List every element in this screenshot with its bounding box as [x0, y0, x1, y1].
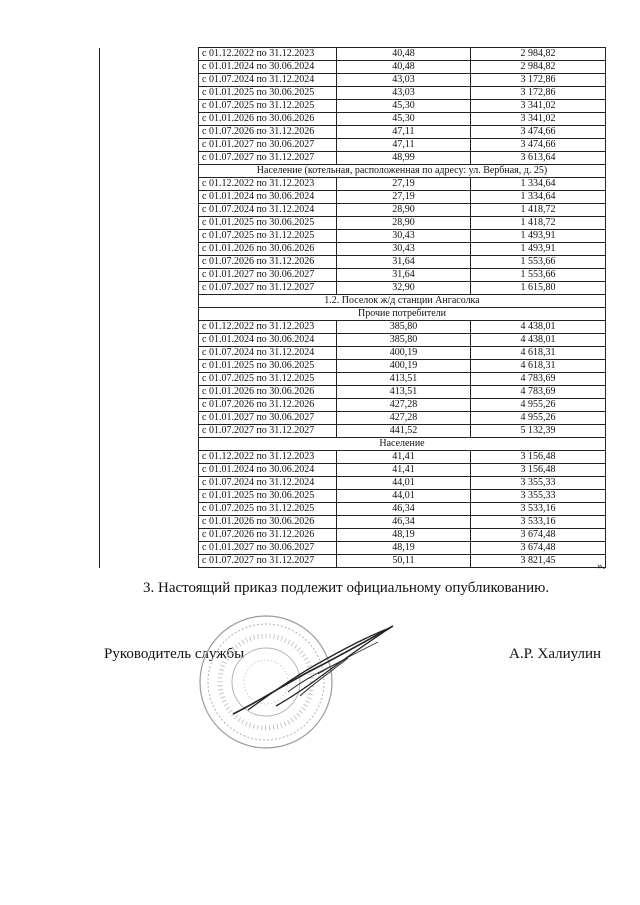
merged-first-column-cell — [100, 529, 199, 542]
period-cell: с 01.01.2024 по 30.06.2024 — [199, 334, 337, 347]
tariff-value-cell: 31,64 — [337, 269, 471, 282]
tariff-value-cell: 28,90 — [337, 204, 471, 217]
tariff-value-cell: 413,51 — [337, 373, 471, 386]
period-cell: с 01.07.2027 по 31.12.2027 — [199, 282, 337, 295]
tariff-value-cell: 27,19 — [337, 191, 471, 204]
period-cell: с 01.01.2027 по 30.06.2027 — [199, 269, 337, 282]
order-publication-clause: 3. Настоящий приказ подлежит официальному опубликованию. — [143, 580, 550, 596]
merged-first-column-cell — [100, 360, 199, 373]
period-cell: с 01.07.2027 по 31.12.2027 — [199, 555, 337, 568]
period-cell: с 01.07.2027 по 31.12.2027 — [199, 152, 337, 165]
table-row — [100, 321, 606, 334]
tariff-value-cell: 30,43 — [337, 243, 471, 256]
tariff-value-vat-cell: 3 355,33 — [471, 477, 606, 490]
tariff-value-cell: 32,90 — [337, 282, 471, 295]
tariff-value-vat-cell: 2 984,82 — [471, 61, 606, 74]
tariff-value-vat-cell: 2 984,82 — [471, 48, 606, 61]
merged-first-column-cell — [100, 412, 199, 425]
table-row — [100, 74, 606, 87]
tariff-value-vat-cell: 4 783,69 — [471, 373, 606, 386]
section-header-cell: Население (котельная, расположенная по адресу: ул. Вербная, д. 25) — [199, 165, 606, 178]
merged-first-column-cell — [100, 477, 199, 490]
tariff-value-vat-cell: 1 493,91 — [471, 243, 606, 256]
tariff-value-cell: 44,01 — [337, 477, 471, 490]
tariff-value-cell: 40,48 — [337, 48, 471, 61]
merged-first-column-cell — [100, 490, 199, 503]
table-row — [100, 178, 606, 191]
period-cell: с 01.07.2025 по 31.12.2025 — [199, 230, 337, 243]
table-row — [100, 126, 606, 139]
tariff-value-vat-cell: 3 474,66 — [471, 126, 606, 139]
tariff-value-cell: 41,41 — [337, 464, 471, 477]
tariff-value-vat-cell: 1 334,64 — [471, 178, 606, 191]
period-cell: с 01.07.2025 по 31.12.2025 — [199, 373, 337, 386]
tariff-value-vat-cell: 3 355,33 — [471, 490, 606, 503]
period-cell: с 01.12.2022 по 31.12.2023 — [199, 48, 337, 61]
period-cell: с 01.01.2026 по 30.06.2026 — [199, 516, 337, 529]
tariff-value-vat-cell: 3 533,16 — [471, 503, 606, 516]
period-cell: с 01.01.2027 по 30.06.2027 — [199, 542, 337, 555]
period-cell: с 01.01.2026 по 30.06.2026 — [199, 113, 337, 126]
table-row — [100, 152, 606, 165]
table-row — [100, 100, 606, 113]
merged-first-column-cell — [100, 282, 199, 295]
merged-first-column-cell — [100, 451, 199, 464]
tariff-value-vat-cell: 1 553,66 — [471, 256, 606, 269]
period-cell: с 01.01.2024 по 30.06.2024 — [199, 191, 337, 204]
merged-first-column-cell — [100, 113, 199, 126]
period-cell: с 01.07.2026 по 31.12.2026 — [199, 399, 337, 412]
tariff-value-vat-cell: 3 821,45 — [471, 555, 606, 568]
merged-first-column-cell — [100, 178, 199, 191]
tariff-value-cell: 48,19 — [337, 529, 471, 542]
tariff-value-vat-cell: 1 615,80 — [471, 282, 606, 295]
table-row — [100, 87, 606, 100]
tariff-value-cell: 427,28 — [337, 412, 471, 425]
table-row — [100, 477, 606, 490]
merged-first-column-cell — [100, 152, 199, 165]
closing-quote-mark: ». — [597, 560, 606, 572]
tariff-value-vat-cell: 5 132,39 — [471, 425, 606, 438]
tariff-value-cell: 31,64 — [337, 256, 471, 269]
merged-first-column-cell — [100, 503, 199, 516]
tariff-value-vat-cell: 3 613,64 — [471, 152, 606, 165]
table-row — [100, 282, 606, 295]
tariff-value-vat-cell: 3 172,86 — [471, 74, 606, 87]
table-row — [100, 386, 606, 399]
merged-first-column-cell — [100, 555, 199, 568]
table-row — [100, 139, 606, 152]
period-cell: с 01.01.2025 по 30.06.2025 — [199, 360, 337, 373]
handwritten-signature — [228, 622, 398, 722]
tariff-value-vat-cell: 3 533,16 — [471, 516, 606, 529]
merged-first-column-cell — [100, 61, 199, 74]
tariff-value-cell: 385,80 — [337, 334, 471, 347]
tariff-value-cell: 400,19 — [337, 347, 471, 360]
period-cell: с 01.07.2025 по 31.12.2025 — [199, 503, 337, 516]
merged-first-column-cell — [100, 399, 199, 412]
tariff-value-vat-cell: 4 438,01 — [471, 334, 606, 347]
tariff-table — [99, 47, 606, 568]
period-cell: с 01.01.2025 по 30.06.2025 — [199, 217, 337, 230]
tariff-value-cell: 43,03 — [337, 74, 471, 87]
period-cell: с 01.12.2022 по 31.12.2023 — [199, 178, 337, 191]
table-row — [100, 451, 606, 464]
period-cell: с 01.01.2024 по 30.06.2024 — [199, 61, 337, 74]
tariff-value-cell: 47,11 — [337, 126, 471, 139]
merged-first-column-cell — [100, 347, 199, 360]
tariff-value-cell: 46,34 — [337, 516, 471, 529]
merged-first-column-cell — [100, 516, 199, 529]
signer-title: Руководитель службы — [104, 646, 245, 662]
tariff-value-cell: 44,01 — [337, 490, 471, 503]
period-cell: с 01.07.2024 по 31.12.2024 — [199, 477, 337, 490]
tariff-value-vat-cell: 4 783,69 — [471, 386, 606, 399]
period-cell: с 01.07.2024 по 31.12.2024 — [199, 347, 337, 360]
merged-first-column-cell — [100, 139, 199, 152]
tariff-value-vat-cell: 3 674,48 — [471, 542, 606, 555]
table-row — [100, 269, 606, 282]
tariff-value-vat-cell: 3 474,66 — [471, 139, 606, 152]
table-section-header-row — [100, 308, 606, 321]
merged-first-column-cell — [100, 256, 199, 269]
merged-first-column-cell — [100, 438, 199, 451]
period-cell: с 01.12.2022 по 31.12.2023 — [199, 451, 337, 464]
tariff-value-cell: 27,19 — [337, 178, 471, 191]
tariff-value-vat-cell: 1 418,72 — [471, 204, 606, 217]
merged-first-column-cell — [100, 230, 199, 243]
merged-first-column-cell — [100, 542, 199, 555]
table-row — [100, 230, 606, 243]
table-row — [100, 48, 606, 61]
merged-first-column-cell — [100, 191, 199, 204]
period-cell: с 01.07.2026 по 31.12.2026 — [199, 529, 337, 542]
period-cell: с 01.07.2027 по 31.12.2027 — [199, 425, 337, 438]
table-row — [100, 243, 606, 256]
merged-first-column-cell — [100, 165, 199, 178]
tariff-value-vat-cell: 3 156,48 — [471, 464, 606, 477]
table-row — [100, 191, 606, 204]
merged-first-column-cell — [100, 321, 199, 334]
tariff-value-cell: 385,80 — [337, 321, 471, 334]
table-row — [100, 399, 606, 412]
table-row — [100, 61, 606, 74]
period-cell: с 01.12.2022 по 31.12.2023 — [199, 321, 337, 334]
merged-first-column-cell — [100, 295, 199, 308]
tariff-value-cell: 50,11 — [337, 555, 471, 568]
period-cell: с 01.01.2024 по 30.06.2024 — [199, 464, 337, 477]
tariff-value-cell: 441,52 — [337, 425, 471, 438]
table-row — [100, 542, 606, 555]
tariff-value-cell: 413,51 — [337, 386, 471, 399]
section-header-cell: Прочие потребители — [199, 308, 606, 321]
tariff-value-cell: 45,30 — [337, 113, 471, 126]
merged-first-column-cell — [100, 48, 199, 61]
tariff-value-vat-cell: 4 955,26 — [471, 399, 606, 412]
table-row — [100, 113, 606, 126]
table-section-header-row — [100, 165, 606, 178]
tariff-value-cell: 45,30 — [337, 100, 471, 113]
tariff-value-cell: 46,34 — [337, 503, 471, 516]
period-cell: с 01.01.2025 по 30.06.2025 — [199, 490, 337, 503]
tariff-value-vat-cell: 4 618,31 — [471, 360, 606, 373]
period-cell: с 01.07.2025 по 31.12.2025 — [199, 100, 337, 113]
merged-first-column-cell — [100, 204, 199, 217]
tariff-value-vat-cell: 3 674,48 — [471, 529, 606, 542]
tariff-value-cell: 43,03 — [337, 87, 471, 100]
merged-first-column-cell — [100, 373, 199, 386]
tariff-table-body — [100, 48, 606, 568]
merged-first-column-cell — [100, 126, 199, 139]
tariff-value-cell: 48,99 — [337, 152, 471, 165]
period-cell: с 01.07.2026 по 31.12.2026 — [199, 126, 337, 139]
merged-first-column-cell — [100, 243, 199, 256]
tariff-value-vat-cell: 1 493,91 — [471, 230, 606, 243]
tariff-value-vat-cell: 4 955,26 — [471, 412, 606, 425]
tariff-value-vat-cell: 4 618,31 — [471, 347, 606, 360]
table-row — [100, 373, 606, 386]
tariff-value-cell: 28,90 — [337, 217, 471, 230]
table-row — [100, 204, 606, 217]
table-row — [100, 503, 606, 516]
period-cell: с 01.01.2026 по 30.06.2026 — [199, 386, 337, 399]
section-header-cell: 1.2. Поселок ж/д станции Ангасолка — [199, 295, 606, 308]
tariff-value-cell: 48,19 — [337, 542, 471, 555]
table-section-header-row — [100, 438, 606, 451]
period-cell: с 01.01.2027 по 30.06.2027 — [199, 412, 337, 425]
table-row — [100, 256, 606, 269]
tariff-value-vat-cell: 1 418,72 — [471, 217, 606, 230]
tariff-value-cell: 41,41 — [337, 451, 471, 464]
table-section-header-row — [100, 295, 606, 308]
merged-first-column-cell — [100, 100, 199, 113]
tariff-value-cell: 47,11 — [337, 139, 471, 152]
merged-first-column-cell — [100, 464, 199, 477]
table-row — [100, 555, 606, 568]
signer-name: А.Р. Халиулин — [509, 646, 602, 662]
table-row — [100, 425, 606, 438]
tariff-value-cell: 427,28 — [337, 399, 471, 412]
table-row — [100, 347, 606, 360]
period-cell: с 01.07.2024 по 31.12.2024 — [199, 74, 337, 87]
merged-first-column-cell — [100, 217, 199, 230]
tariff-value-vat-cell: 3 172,86 — [471, 87, 606, 100]
period-cell: с 01.01.2025 по 30.06.2025 — [199, 87, 337, 100]
tariff-value-vat-cell: 4 438,01 — [471, 321, 606, 334]
tariff-value-cell: 40,48 — [337, 61, 471, 74]
merged-first-column-cell — [100, 334, 199, 347]
merged-first-column-cell — [100, 386, 199, 399]
merged-first-column-cell — [100, 87, 199, 100]
merged-first-column-cell — [100, 425, 199, 438]
section-header-cell: Население — [199, 438, 606, 451]
merged-first-column-cell — [100, 269, 199, 282]
tariff-value-cell: 400,19 — [337, 360, 471, 373]
tariff-value-vat-cell: 1 334,64 — [471, 191, 606, 204]
period-cell: с 01.07.2024 по 31.12.2024 — [199, 204, 337, 217]
table-row — [100, 360, 606, 373]
tariff-value-cell: 30,43 — [337, 230, 471, 243]
merged-first-column-cell — [100, 308, 199, 321]
table-row — [100, 490, 606, 503]
table-row — [100, 516, 606, 529]
table-row — [100, 464, 606, 477]
period-cell: с 01.07.2026 по 31.12.2026 — [199, 256, 337, 269]
period-cell: с 01.01.2026 по 30.06.2026 — [199, 243, 337, 256]
tariff-value-vat-cell: 1 553,66 — [471, 269, 606, 282]
period-cell: с 01.01.2027 по 30.06.2027 — [199, 139, 337, 152]
table-row — [100, 529, 606, 542]
table-row — [100, 217, 606, 230]
tariff-value-vat-cell: 3 156,48 — [471, 451, 606, 464]
tariff-value-vat-cell: 3 341,02 — [471, 113, 606, 126]
merged-first-column-cell — [100, 74, 199, 87]
table-row — [100, 334, 606, 347]
table-row — [100, 412, 606, 425]
tariff-value-vat-cell: 3 341,02 — [471, 100, 606, 113]
